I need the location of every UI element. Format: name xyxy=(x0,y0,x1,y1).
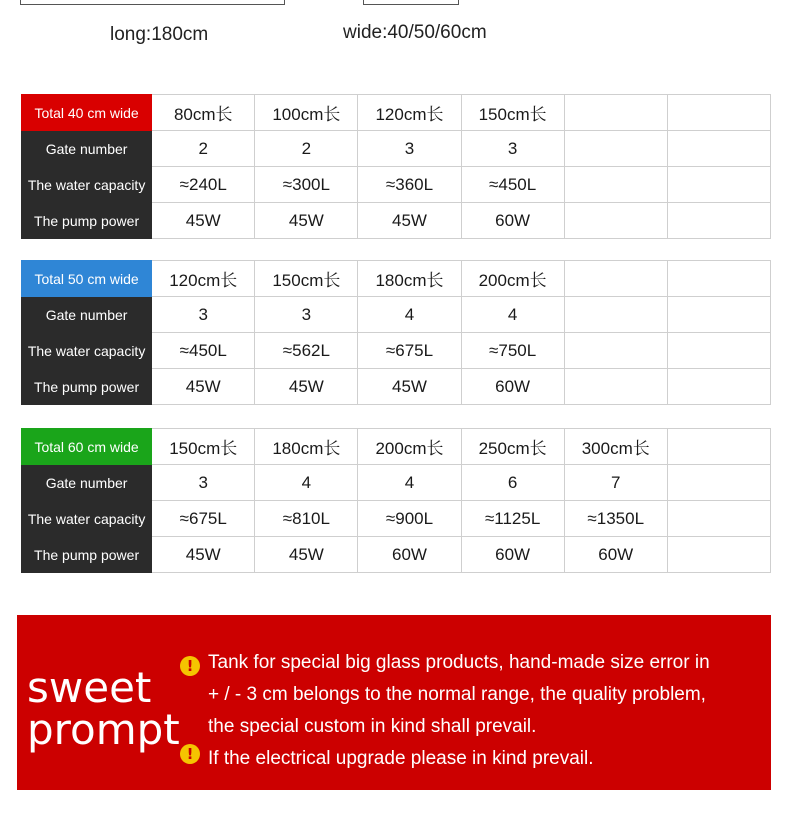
table-row xyxy=(22,537,771,573)
table-cell: 45W xyxy=(255,537,358,573)
table-cell xyxy=(667,167,770,203)
table-cell: 3 xyxy=(358,131,461,167)
table-cell xyxy=(667,297,770,333)
table-row xyxy=(22,333,771,369)
size-cell: 150cm长 xyxy=(152,429,255,465)
table-cell: ≈300L xyxy=(255,167,358,203)
length-label: long:180cm xyxy=(110,24,209,45)
table-row xyxy=(22,429,771,465)
table-row xyxy=(22,501,771,537)
row-label: The water capacity xyxy=(22,167,152,203)
size-cell: 150cm长 xyxy=(255,261,358,297)
table-header-label: Total 60 cm wide xyxy=(22,429,152,465)
table-cell: 60W xyxy=(564,537,667,573)
table-cell: 45W xyxy=(152,537,255,573)
table-header-label: Total 40 cm wide xyxy=(22,95,152,131)
size-cell: 150cm长 xyxy=(461,95,564,131)
size-cell: 100cm长 xyxy=(255,95,358,131)
table-cell: ≈450L xyxy=(461,167,564,203)
row-label: Gate number xyxy=(22,465,152,501)
table-cell: 2 xyxy=(255,131,358,167)
width-dimension-line xyxy=(363,0,459,5)
table-cell: 45W xyxy=(152,369,255,405)
table-cell: ≈675L xyxy=(152,501,255,537)
prompt-title xyxy=(27,663,180,754)
warning-icon: ! xyxy=(180,656,200,676)
table-cell: 60W xyxy=(461,537,564,573)
table-cell xyxy=(564,369,667,405)
table-cell: 4 xyxy=(461,297,564,333)
row-label: The pump power xyxy=(22,203,152,239)
table-cell xyxy=(667,369,770,405)
size-cell xyxy=(667,95,770,131)
length-dimension-line xyxy=(20,0,285,5)
table-cell: 45W xyxy=(358,203,461,239)
table-row xyxy=(22,297,771,333)
size-cell: 200cm长 xyxy=(461,261,564,297)
table-cell: 45W xyxy=(358,369,461,405)
size-cell xyxy=(564,261,667,297)
size-cell xyxy=(667,429,770,465)
table-cell: ≈360L xyxy=(358,167,461,203)
size-cell: 120cm长 xyxy=(358,95,461,131)
table-cell xyxy=(564,297,667,333)
table-cell: 45W xyxy=(152,203,255,239)
table-cell: ≈562L xyxy=(255,333,358,369)
table-row xyxy=(22,465,771,501)
table-cell: ≈1350L xyxy=(564,501,667,537)
spec-table-40cm xyxy=(21,94,771,239)
table-cell xyxy=(564,167,667,203)
table-cell xyxy=(564,333,667,369)
row-label: Gate number xyxy=(22,297,152,333)
row-label: The pump power xyxy=(22,537,152,573)
size-cell: 180cm长 xyxy=(255,429,358,465)
row-label: The pump power xyxy=(22,369,152,405)
size-cell: 180cm长 xyxy=(358,261,461,297)
size-cell: 300cm长 xyxy=(564,429,667,465)
table-cell: 2 xyxy=(152,131,255,167)
size-cell: 250cm长 xyxy=(461,429,564,465)
row-label: The water capacity xyxy=(22,333,152,369)
table-cell: 4 xyxy=(255,465,358,501)
table-cell: 45W xyxy=(255,203,358,239)
table-row xyxy=(22,369,771,405)
width-label: wide:40/50/60cm xyxy=(343,22,487,43)
prompt-title-line1: sweet xyxy=(27,663,152,712)
size-cell: 120cm长 xyxy=(152,261,255,297)
prompt-text-line: + / - 3 cm belongs to the normal range, the quality problem, xyxy=(208,684,706,705)
table-cell: ≈900L xyxy=(358,501,461,537)
size-cell: 200cm长 xyxy=(358,429,461,465)
table-header-label: Total 50 cm wide xyxy=(22,261,152,297)
table-cell: 3 xyxy=(461,131,564,167)
table-cell: ≈450L xyxy=(152,333,255,369)
table-cell: 45W xyxy=(255,369,358,405)
table-cell: 3 xyxy=(152,465,255,501)
table-cell xyxy=(667,333,770,369)
table-cell xyxy=(667,131,770,167)
sweet-prompt-box xyxy=(17,615,771,790)
table-row xyxy=(22,167,771,203)
table-row xyxy=(22,261,771,297)
table-cell: ≈240L xyxy=(152,167,255,203)
table-cell: ≈750L xyxy=(461,333,564,369)
prompt-text-line: If the electrical upgrade please in kind prevail. xyxy=(208,748,594,769)
warning-icon: ! xyxy=(180,744,200,764)
table-row xyxy=(22,203,771,239)
table-cell xyxy=(667,501,770,537)
table-cell: 4 xyxy=(358,297,461,333)
table-cell: 60W xyxy=(358,537,461,573)
table-cell: 7 xyxy=(564,465,667,501)
table-cell: ≈1125L xyxy=(461,501,564,537)
spec-table-60cm xyxy=(21,428,771,573)
spec-table-50cm xyxy=(21,260,771,405)
size-cell xyxy=(667,261,770,297)
table-cell: 3 xyxy=(152,297,255,333)
prompt-text-line: Tank for special big glass products, hand-made size error in xyxy=(208,652,710,673)
table-cell xyxy=(667,537,770,573)
table-cell: 4 xyxy=(358,465,461,501)
size-cell xyxy=(564,95,667,131)
table-cell: 60W xyxy=(461,203,564,239)
table-cell xyxy=(667,203,770,239)
table-cell: 60W xyxy=(461,369,564,405)
table-cell: 6 xyxy=(461,465,564,501)
table-cell xyxy=(667,465,770,501)
row-label: The water capacity xyxy=(22,501,152,537)
row-label: Gate number xyxy=(22,131,152,167)
size-cell: 80cm长 xyxy=(152,95,255,131)
prompt-text-line: the special custom in kind shall prevail. xyxy=(208,716,537,737)
table-row xyxy=(22,95,771,131)
prompt-title-line2: prompt xyxy=(27,705,180,754)
table-cell: ≈675L xyxy=(358,333,461,369)
table-cell xyxy=(564,131,667,167)
table-cell xyxy=(564,203,667,239)
table-cell: 3 xyxy=(255,297,358,333)
table-row xyxy=(22,131,771,167)
table-cell: ≈810L xyxy=(255,501,358,537)
